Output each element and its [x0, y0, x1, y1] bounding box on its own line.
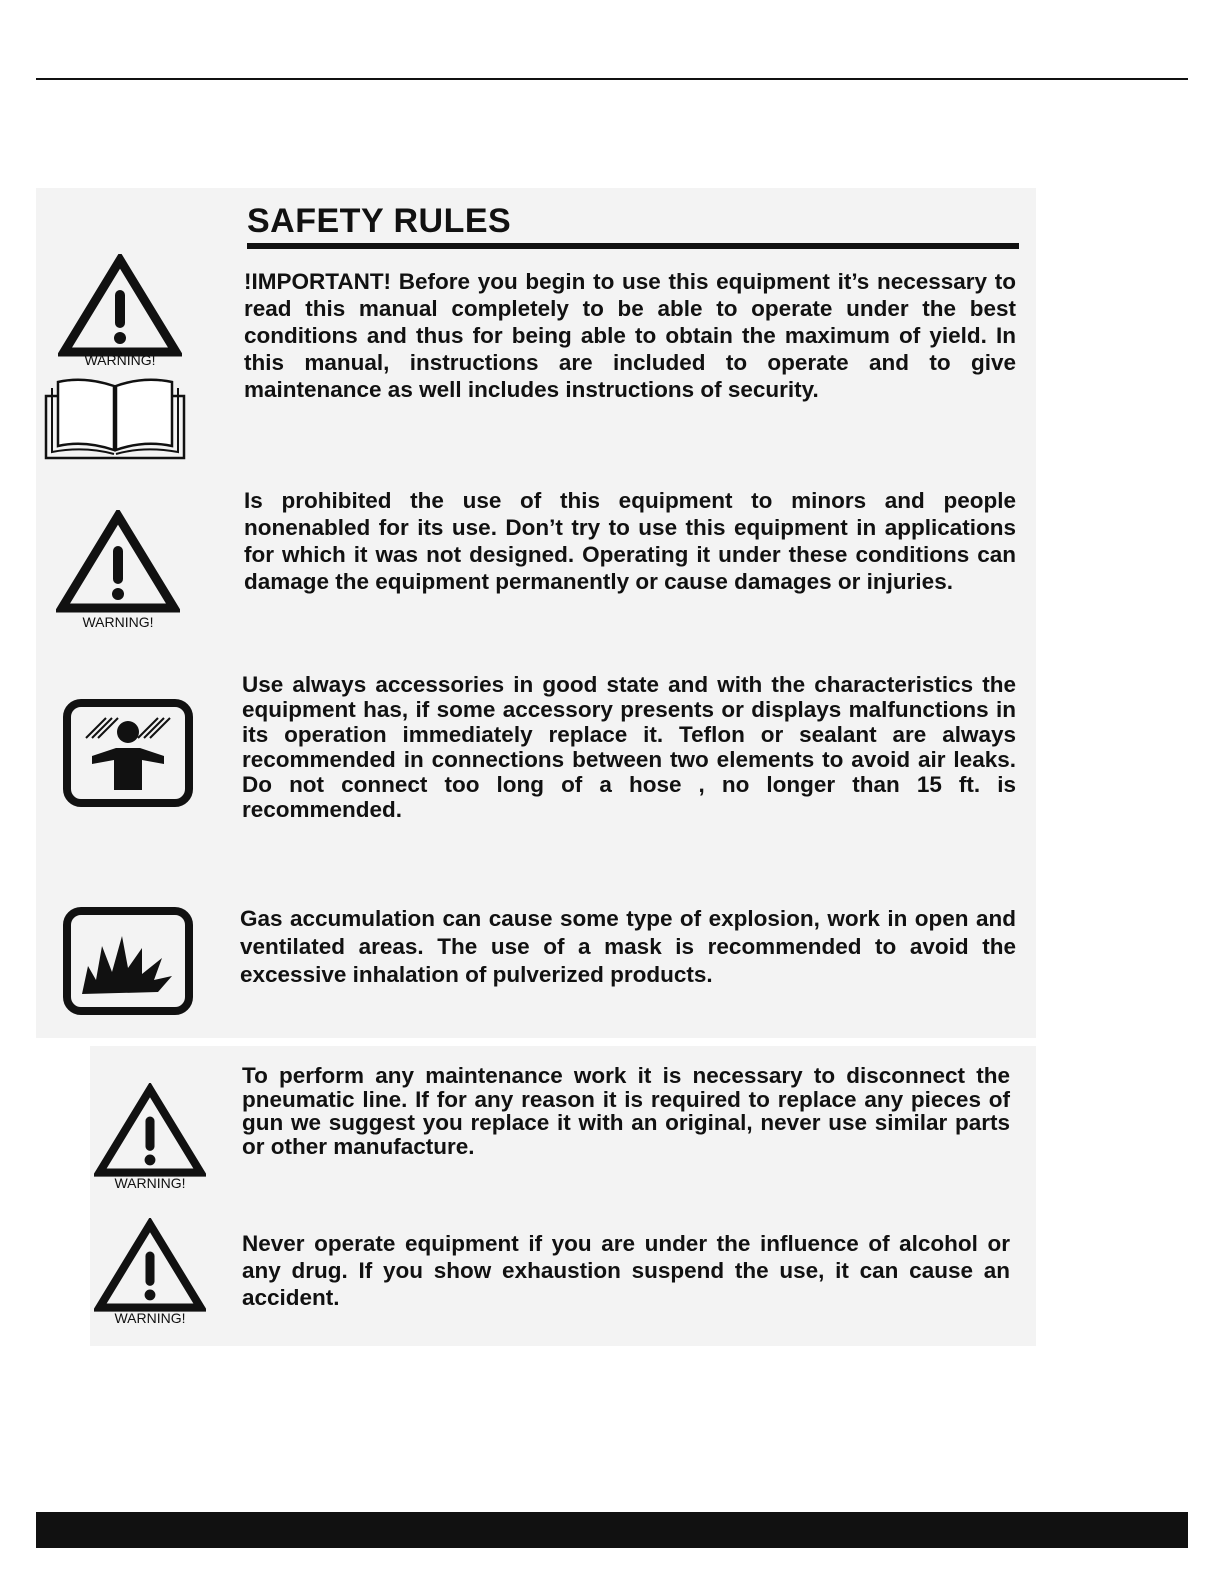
warning-label: WARNING!	[114, 1175, 186, 1191]
warning-label: WARNING!	[114, 1310, 186, 1326]
rule-3-text: Use always accessories in good state and with the characteristics the equipment has, if some accessory presents or displays malfunctions in its operation immediately replace it. Teflon or sealant are always recommended in connections between two elements to avoid air leaks. Do not connect too long of a hose , no longer than 15 ft. is recommended.	[242, 672, 1016, 822]
header-rule	[36, 78, 1188, 80]
rule-1-text: !IMPORTANT! Before you begin to use this equipment it’s necessary to read this manual completely to be able to operate under the best conditions and thus for being able to obtain the maximum of yield. In this manual, instructions are included to operate and to give maintenance as well includes instructions of security.	[244, 269, 1016, 402]
warning-label: WARNING!	[82, 614, 154, 630]
rule-2-text: Is prohibited the use of this equipment to minors and people nonenabled for its use. Don’t try to use this equipment in applications for which it was not designed. Operating it under these conditions can damage the equipment permanently or cause damages or injuries.	[244, 488, 1016, 594]
title-underline	[247, 243, 1019, 249]
page-title: SAFETY RULES	[247, 202, 512, 240]
rule-5-text: To perform any maintenance work it is necessary to disconnect the pneumatic line. If for any reason it is required to replace any pieces of gun we suggest you replace it with an original, never use similar parts or other manufacture.	[242, 1063, 1010, 1159]
warning-triangle-icon	[94, 1083, 206, 1179]
rule-4-text: Gas accumulation can cause some type of explosion, work in open and ventilated areas. The use of a mask is recommended to avoid the excessive inhalation of pulverized products.	[240, 906, 1016, 987]
explosion-icon	[62, 906, 194, 1016]
protective-gear-icon	[62, 698, 194, 808]
warning-triangle-icon	[58, 254, 182, 358]
warning-triangle-icon	[56, 510, 180, 614]
footer-bar	[36, 1512, 1188, 1548]
open-manual-icon	[44, 374, 186, 460]
warning-triangle-icon	[94, 1218, 206, 1314]
rule-6-text: Never operate equipment if you are under the influence of alcohol or any drug. If you show exhaustion suspend the use, it can cause an accident.	[242, 1231, 1010, 1310]
warning-label: WARNING!	[84, 352, 156, 368]
